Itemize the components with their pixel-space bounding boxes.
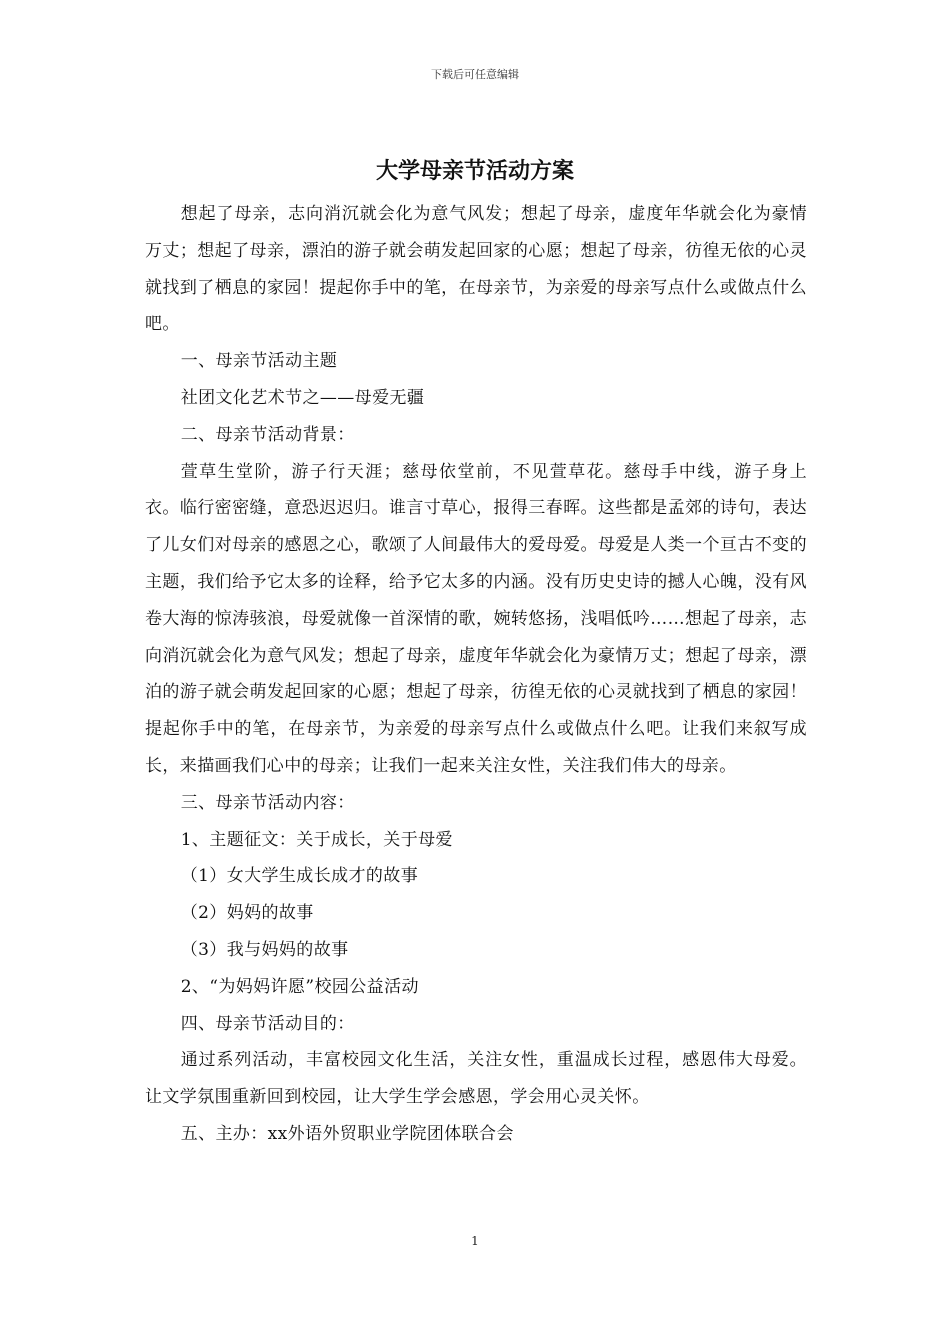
content-item-wish: 2、“为妈妈许愿”校园公益活动 [180, 976, 419, 997]
document-body [145, 196, 807, 1153]
content-item-essay: 1、主题征文：关于成长，关于母爱 [180, 829, 453, 850]
background-paragraph: 萱草生堂阶，游子行天涯；慈母依堂前，不见萱草花。慈母手中线，游子身上衣。临行密密缝，意恐迟迟归。谁言寸草心，报得三春晖。这些都是孟郊的诗句，表达了儿女们对母亲的感恩之心，歌颂了人间最伟大的爱母爱。母爱是人类一个亘古不变的主题，我们给予它太多的诠释，给予它太多的内涵。没有历史史诗的撼人心魄，没有风卷大海的惊涛骇浪，母爱就像一首深情的歌，婉转悠扬，浅唱低吟……想起了母亲，志向消沉就会化为意气风发；想起了母亲，虚度年华就会化为豪情万丈；想起了母亲，漂泊的游子就会萌发起回家的心愿；想起了母亲，彷徨无依的心灵就找到了栖息的家园！提起你手中的笔，在母亲节，为亲爱的母亲写点什么或做点什么吧。让我们来叙写成长，来描画我们心中的母亲；让我们一起来关注女性，关注我们伟大的母亲。 [145, 461, 807, 776]
document-title: 大学母亲节活动方案 [375, 158, 574, 184]
section-heading-theme: 一、母亲节活动主题 [180, 351, 338, 372]
content-subitem-1: （1）女大学生成长成才的故事 [180, 866, 419, 887]
header-note: 下载后可任意编辑 [431, 68, 519, 81]
content-subitem-3: （3）我与妈妈的故事 [180, 939, 349, 960]
section-heading-purpose: 四、母亲节活动目的： [180, 1013, 355, 1034]
section-heading-organizer: 五、主办：xx外语外贸职业学院团体联合会 [180, 1123, 514, 1144]
purpose-paragraph: 通过系列活动，丰富校园文化生活，关注女性，重温成长过程，感恩伟大母爱。让文学氛围重新回到校园，让大学生学会感恩，学会用心灵关怀。 [145, 1050, 807, 1108]
theme-text: 社团文化艺术节之——母爱无疆 [180, 387, 425, 408]
page-number: 1 [471, 1234, 479, 1248]
section-heading-content: 三、母亲节活动内容： [180, 792, 355, 813]
section-heading-background: 二、母亲节活动背景： [180, 424, 355, 445]
content-subitem-2: （2）妈妈的故事 [180, 903, 314, 924]
intro-paragraph: 想起了母亲，志向消沉就会化为意气风发；想起了母亲，虚度年华就会化为豪情万丈；想起了母亲，漂泊的游子就会萌发起回家的心愿；想起了母亲，彷徨无依的心灵就找到了栖息的家园！提起你手中的笔，在母亲节，为亲爱的母亲写点什么或做点什么吧。 [145, 204, 807, 335]
